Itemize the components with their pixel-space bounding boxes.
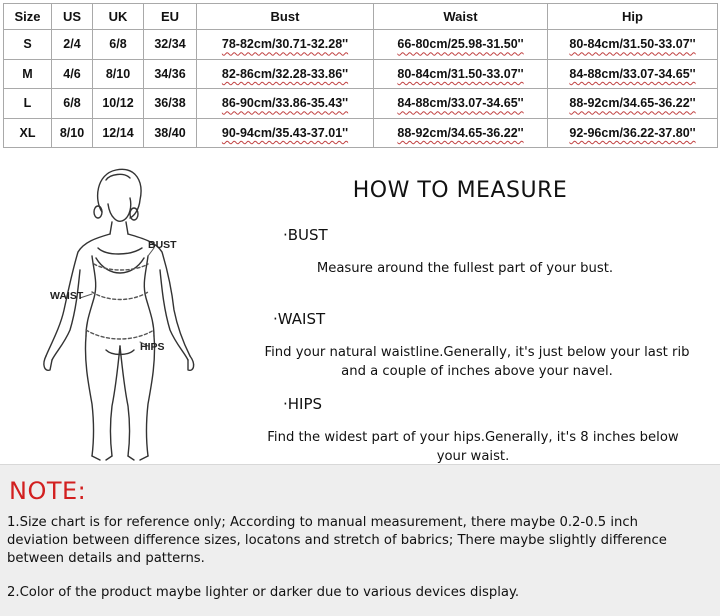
body-measurement-figure: [20, 160, 220, 465]
hips-description-line-2: your waist.: [436, 449, 510, 464]
hips-label: HIPS: [140, 341, 165, 353]
note-item-1-line-1: 1.Size chart is for reference only; According to manual measurement, there maybe 0.2-0.5 inch: [7, 515, 638, 530]
cell-size: M: [4, 59, 52, 89]
table-row: [4, 118, 718, 148]
note-title: NOTE:: [9, 477, 87, 505]
cell-us: 4/6: [52, 59, 93, 89]
note-item-1: [7, 514, 717, 568]
header-bust: Bust: [197, 4, 374, 30]
size-chart-table: [3, 3, 718, 148]
header-eu: EU: [144, 4, 197, 30]
cell-eu: 36/38: [144, 89, 197, 119]
cell-uk: 8/10: [93, 59, 144, 89]
cell-eu: 32/34: [144, 30, 197, 60]
bust-description: Measure around the fullest part of your bust.: [316, 261, 614, 276]
header-size: Size: [4, 4, 52, 30]
cell-us: 8/10: [52, 118, 93, 148]
cell-uk: 10/12: [93, 89, 144, 119]
header-uk: UK: [93, 4, 144, 30]
cell-us: 2/4: [52, 30, 93, 60]
header-hip: Hip: [548, 4, 718, 30]
cell-hip: 80-84cm/31.50-33.07'': [548, 30, 718, 60]
table-row: [4, 30, 718, 60]
cell-hip: 88-92cm/34.65-36.22'': [548, 89, 718, 119]
cell-eu: 38/40: [144, 118, 197, 148]
note-item-1-line-3: between details and patterns.: [7, 551, 205, 566]
cell-bust: 78-82cm/30.71-32.28'': [197, 30, 374, 60]
cell-bust: 90-94cm/35.43-37.01'': [197, 118, 374, 148]
cell-eu: 34/36: [144, 59, 197, 89]
cell-waist: 88-92cm/34.65-36.22'': [374, 118, 548, 148]
waist-label: WAIST: [50, 290, 84, 302]
cell-us: 6/8: [52, 89, 93, 119]
note-item-1-line-2: deviation between difference sizes, locatons and stretch of babrics; There maybe slightly difference: [7, 533, 667, 548]
cell-bust: 86-90cm/33.86-35.43'': [197, 89, 374, 119]
table-row: [4, 59, 718, 89]
cell-waist: 84-88cm/33.07-34.65'': [374, 89, 548, 119]
woman-silhouette-icon: [20, 160, 220, 465]
table-header-row: [4, 4, 718, 30]
header-waist: Waist: [374, 4, 548, 30]
note-item-2: 2.Color of the product maybe lighter or darker due to various devices display.: [7, 585, 520, 600]
cell-hip: 84-88cm/33.07-34.65'': [548, 59, 718, 89]
cell-uk: 6/8: [93, 30, 144, 60]
hips-description: [238, 428, 708, 466]
cell-bust: 82-86cm/32.28-33.86'': [197, 59, 374, 89]
waist-description: [232, 343, 720, 381]
bust-heading: ·BUST: [283, 226, 328, 244]
cell-size: L: [4, 89, 52, 119]
cell-size: S: [4, 30, 52, 60]
hips-description-line-1: Find the widest part of your hips.Generally, it's 8 inches below: [267, 430, 679, 445]
waist-description-line-1: Find your natural waistline.Generally, it's just below your last rib: [264, 345, 690, 360]
waist-heading: ·WAIST: [273, 310, 326, 328]
how-to-measure-title: HOW TO MEASURE: [352, 178, 568, 203]
cell-size: XL: [4, 118, 52, 148]
cell-waist: 66-80cm/25.98-31.50'': [374, 30, 548, 60]
table-row: [4, 89, 718, 119]
waist-description-line-2: and a couple of inches above your navel.: [341, 364, 613, 379]
cell-uk: 12/14: [93, 118, 144, 148]
cell-waist: 80-84cm/31.50-33.07'': [374, 59, 548, 89]
bust-label: BUST: [148, 239, 177, 251]
header-us: US: [52, 4, 93, 30]
cell-hip: 92-96cm/36.22-37.80'': [548, 118, 718, 148]
hips-heading: ·HIPS: [283, 395, 323, 413]
